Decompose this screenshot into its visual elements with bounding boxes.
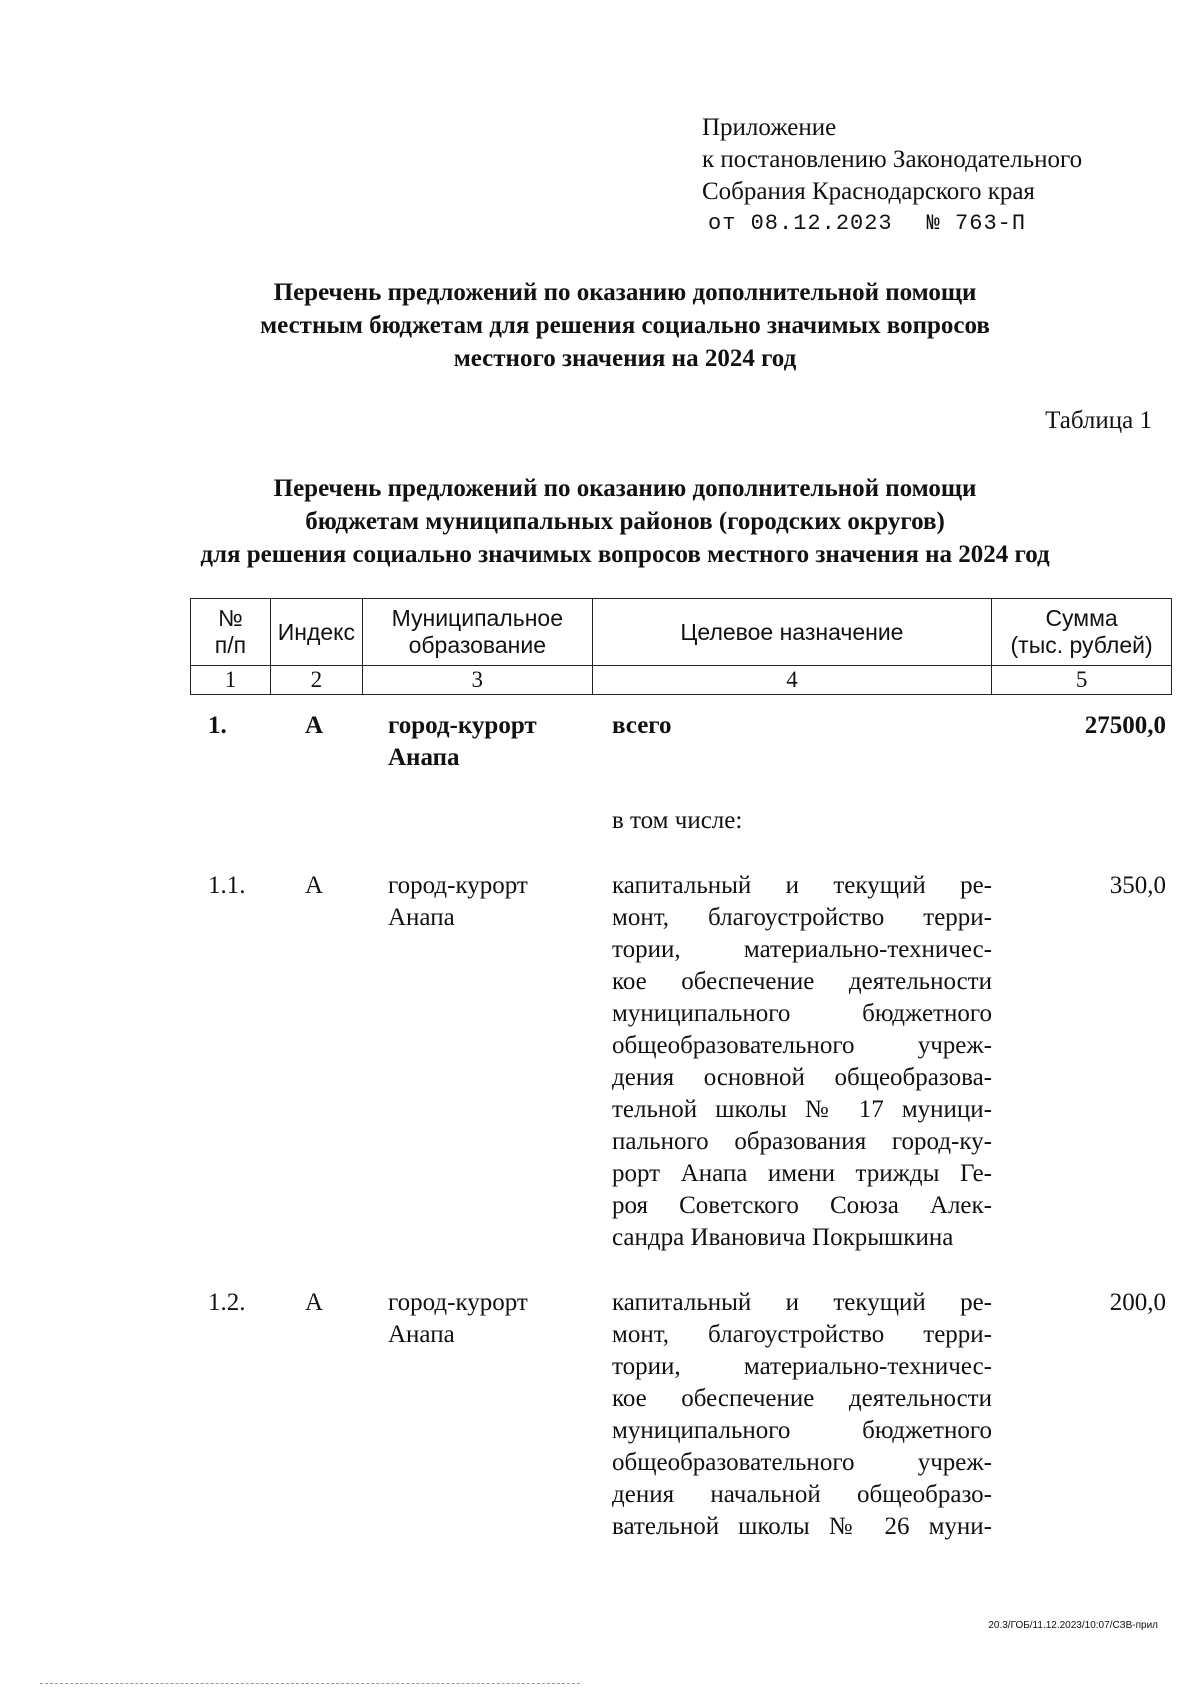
purpose-line: пального образования город-ку- — [612, 1128, 992, 1155]
purpose-line: общеобразовательного учреж- — [612, 1449, 992, 1476]
purpose-line: капитальный и текущий ре- — [612, 872, 992, 899]
appendix-block — [702, 112, 1082, 240]
appendix-date: от 08.12.2023 — [708, 211, 893, 236]
row-sum: 350,0 — [1109, 872, 1166, 899]
table-title — [100, 472, 1150, 571]
purpose-line: тории, материально-техничес- — [612, 936, 992, 963]
purpose-line: общеобразовательного учреж- — [612, 1032, 992, 1059]
col-municipality-line-1: Муниципальное — [391, 605, 563, 631]
row-municipality-line: Анапа — [388, 904, 455, 931]
row-num: 1.2. — [208, 1289, 246, 1316]
col-index-header: Индекс — [270, 599, 362, 666]
purpose-line: сандра Ивановича Покрышкина — [612, 1224, 954, 1251]
row-municipality-line: город-курорт — [388, 712, 537, 739]
purpose-line: тории, материально-техничес- — [612, 1353, 992, 1380]
purpose-line: монт, благоустройство терри- — [612, 904, 992, 931]
purpose-line: вательной школы № 26 муни- — [612, 1513, 992, 1540]
purpose-line: дения основной общеобразова- — [612, 1064, 992, 1091]
main-title — [100, 276, 1150, 375]
purpose-line: монт, благоустройство терри- — [612, 1321, 992, 1348]
purpose-line: кое обеспечение деятельности — [612, 968, 992, 995]
col-sum-header — [992, 599, 1172, 666]
appendix-line-3: Собрания Краснодарского края — [702, 178, 1035, 205]
col-sum-line-2: (тыс. рублей) — [1010, 632, 1153, 658]
col-num-header — [191, 599, 271, 666]
row-municipality — [388, 870, 528, 934]
row-municipality-line: Анапа — [388, 744, 460, 771]
table-header — [190, 598, 1172, 695]
col-num-line-1: № — [218, 605, 243, 631]
footer-code: 20.3/ГОБ/11.12.2023/10:07/СЗВ-прил — [988, 1620, 1158, 1631]
row-sum: 200,0 — [1109, 1289, 1166, 1316]
row-num: 1. — [208, 712, 227, 739]
purpose-line: кое обеспечение деятельности — [612, 1385, 992, 1412]
table-label: Таблица 1 — [1045, 407, 1152, 434]
col-number-5: 5 — [992, 666, 1172, 695]
row-num: 1.1. — [208, 872, 246, 899]
purpose-line: муниципального бюджетного — [612, 1000, 992, 1027]
purpose-line: капитальный и текущий ре- — [612, 1289, 992, 1316]
table-title-line-2: бюджетам муниципальных районов (городских округов) — [305, 508, 945, 535]
row-municipality — [388, 1287, 528, 1351]
col-purpose-header: Целевое назначение — [592, 599, 991, 666]
row-municipality-line: город-курорт — [388, 872, 528, 899]
appendix-number: № 763-П — [926, 211, 1027, 236]
row-purpose — [612, 870, 992, 1254]
col-number-3: 3 — [362, 666, 592, 695]
purpose-line: тельной школы № 17 муници- — [612, 1096, 992, 1123]
purpose-line: рорт Анапа имени трижды Ге- — [612, 1160, 992, 1187]
row-purpose — [612, 1287, 992, 1543]
row-index: А — [305, 872, 324, 899]
appendix-date-number — [708, 208, 1082, 240]
appendix-line-2: к постановлению Законодательного — [702, 146, 1083, 173]
purpose-line: роя Советского Союза Алек- — [612, 1192, 992, 1219]
col-number-2: 2 — [270, 666, 362, 695]
main-title-line-3: местного значения на 2024 год — [453, 345, 797, 372]
appendix-line-1: Приложение — [702, 114, 837, 141]
col-num-line-2: п/п — [214, 632, 247, 658]
table-title-line-3: для решения социально значимых вопросов местного значения на 2024 год — [200, 541, 1050, 568]
row-municipality-line: город-курорт — [388, 1289, 528, 1316]
col-municipality-line-2: образование — [408, 632, 547, 658]
table-title-line-1: Перечень предложений по оказанию дополнительной помощи — [273, 475, 977, 502]
main-title-line-2: местным бюджетам для решения социально значимых вопросов — [260, 312, 990, 339]
col-number-4: 4 — [592, 666, 991, 695]
row-purpose: всего — [612, 712, 672, 739]
purpose-line: дения начальной общеобразо- — [612, 1481, 992, 1508]
row-index: А — [305, 1289, 324, 1316]
row-municipality — [388, 710, 537, 774]
col-municipality-header — [362, 599, 592, 666]
col-sum-line-1: Сумма — [1045, 605, 1118, 631]
main-title-line-1: Перечень предложений по оказанию дополнительной помощи — [273, 279, 977, 306]
row-note: в том числе: — [612, 807, 743, 834]
col-number-1: 1 — [191, 666, 271, 695]
row-index: А — [305, 712, 324, 739]
scan-artifact-line — [40, 1683, 580, 1684]
row-sum: 27500,0 — [1084, 712, 1166, 739]
row-municipality-line: Анапа — [388, 1321, 455, 1348]
purpose-line: муниципального бюджетного — [612, 1417, 992, 1444]
